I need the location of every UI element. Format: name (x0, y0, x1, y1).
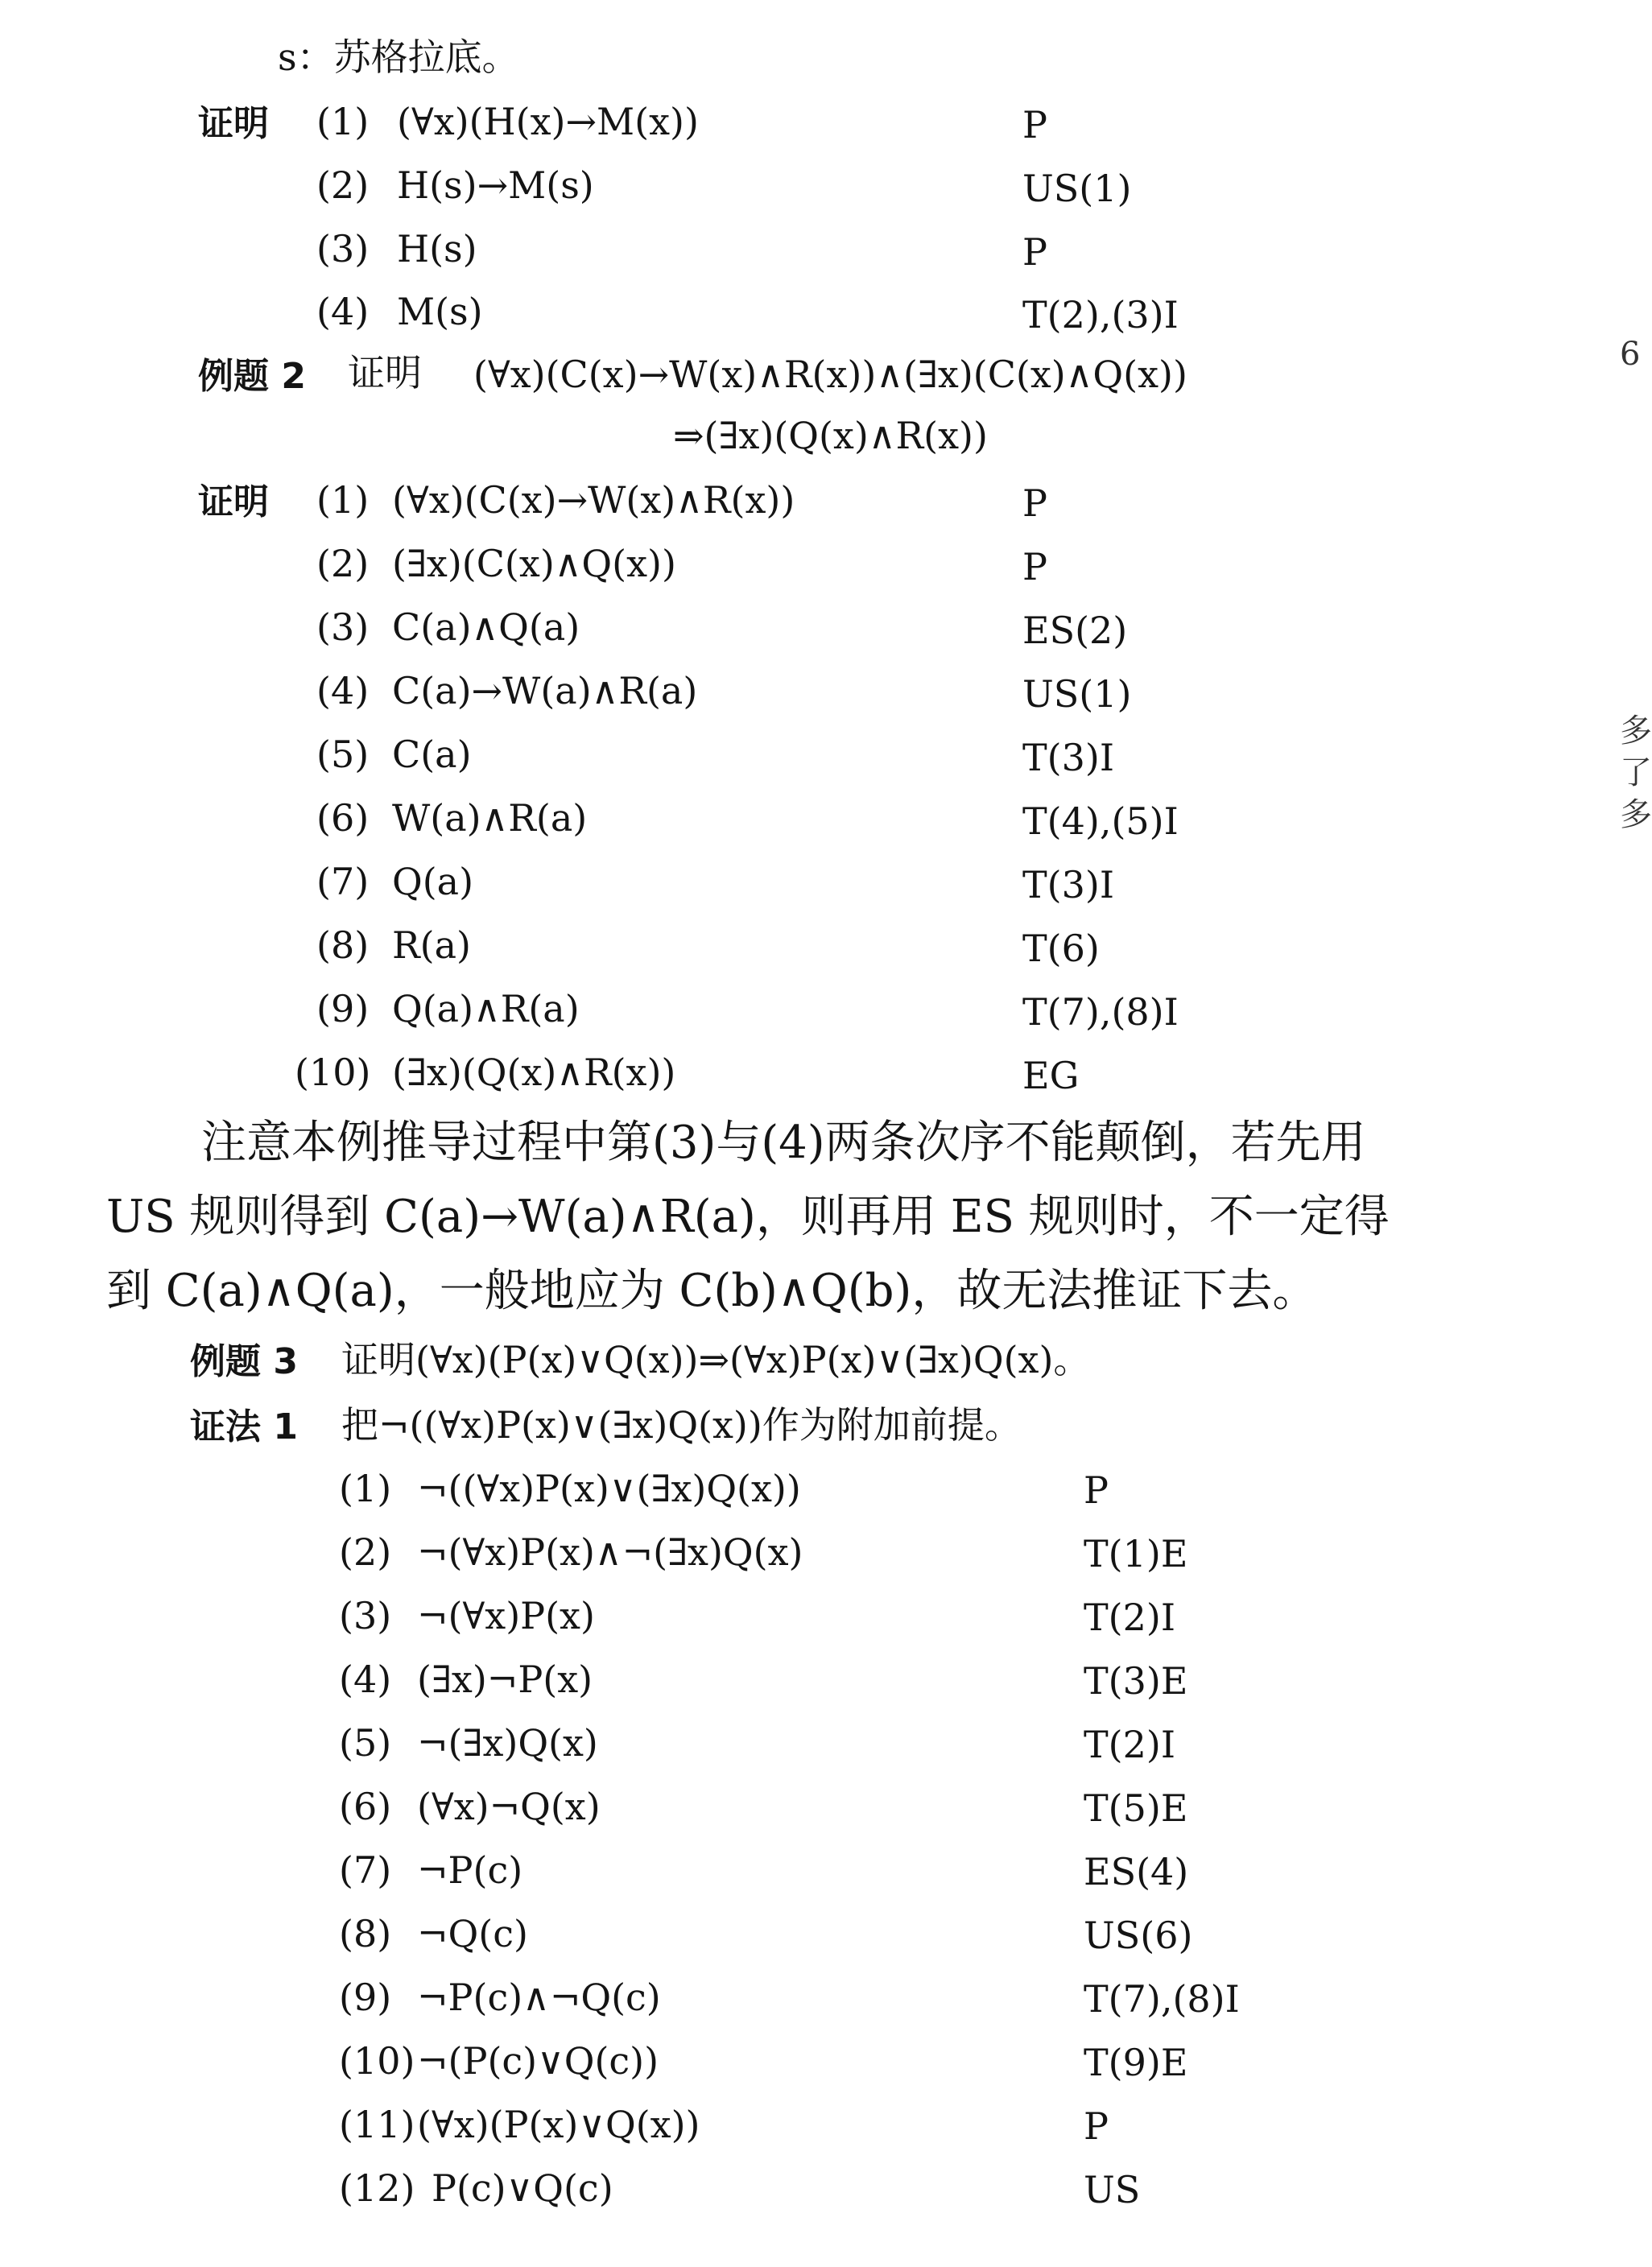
proof1-formula-3: H(s) (397, 227, 477, 270)
proof2-num-2: (2) (316, 542, 370, 585)
proof2-num-9: (9) (316, 987, 370, 1030)
proof2-rule-4: US(1) (1022, 672, 1132, 716)
proof1-num-4: (4) (316, 290, 370, 333)
proof1-rule-3: P (1022, 230, 1047, 274)
method1-num-1: (1) (339, 1467, 392, 1510)
method1-num-4: (4) (339, 1658, 392, 1701)
edge-mark-3: 了 (1620, 754, 1652, 791)
proof2-num-3: (3) (316, 605, 370, 649)
proof2-num-7: (7) (316, 860, 370, 903)
method1-text: 把¬((∀x)P(x)∨(∃x)Q(x))作为附加前提。 (341, 1403, 1022, 1447)
edge-mark-2: 多 (1620, 712, 1652, 749)
method1-rule-5: T(2)I (1084, 1723, 1176, 1766)
method1-num-2: (2) (339, 1530, 392, 1574)
proof1-num-2: (2) (316, 163, 370, 207)
example3-text: 证明(∀x)(P(x)∨Q(x))⇒(∀x)P(x)∨(∃x)Q(x)。 (341, 1338, 1091, 1381)
method1-formula-11: (∀x)(P(x)∨Q(x)) (417, 2103, 700, 2146)
proof2-formula-6: W(a)∧R(a) (392, 796, 588, 840)
proof2-num-6: (6) (316, 796, 370, 840)
method1-formula-12: P(c)∨Q(c) (432, 2166, 613, 2210)
method1-formula-6: (∀x)¬Q(x) (417, 1785, 601, 1828)
top-line: s：苏格拉底。 (278, 35, 519, 79)
note-line-1: 注意本例推导过程中第(3)与(4)两条次序不能颠倒，若先用 (201, 1117, 1366, 1169)
proof2-formula-2: (∃x)(C(x)∧Q(x)) (392, 542, 676, 585)
proof1-rule-1: P (1022, 103, 1047, 147)
method1-num-5: (5) (339, 1721, 392, 1765)
proof2-formula-7: Q(a) (392, 860, 474, 903)
method1-formula-4: (∃x)¬P(x) (417, 1658, 593, 1701)
method1-rule-6: T(5)E (1084, 1786, 1188, 1830)
proof2-formula-9: Q(a)∧R(a) (392, 987, 580, 1030)
method1-formula-1: ¬((∀x)P(x)∨(∃x)Q(x)) (417, 1467, 801, 1510)
method1-rule-11: P (1084, 2104, 1109, 2148)
method1-num-9: (9) (339, 1976, 392, 2019)
example2-formula-line2: ⇒(∃x)(Q(x)∧R(x)) (673, 414, 988, 457)
proof1-formula-1: (∀x)(H(x)→M(x)) (397, 100, 699, 143)
method1-formula-5: ¬(∃x)Q(x) (417, 1721, 598, 1765)
example3-label: 例题 3 (190, 1341, 298, 1382)
method1-num-7: (7) (339, 1848, 392, 1892)
method1-rule-4: T(3)E (1084, 1659, 1188, 1703)
method1-rule-12: US (1084, 2168, 1141, 2211)
method1-rule-8: US(6) (1084, 1914, 1193, 1957)
proof1-num-3: (3) (316, 227, 370, 270)
proof2-num-10: (10) (295, 1051, 371, 1094)
proof2-formula-1: (∀x)(C(x)→W(x)∧R(x)) (392, 478, 795, 522)
method1-rule-3: T(2)I (1084, 1596, 1176, 1639)
proof2-rule-6: T(4),(5)I (1022, 799, 1179, 843)
proof2-rule-2: P (1022, 545, 1047, 588)
method1-formula-10: ¬(P(c)∨Q(c)) (417, 2039, 659, 2083)
method1-num-11: (11) (339, 2103, 415, 2146)
method1-num-6: (6) (339, 1785, 392, 1828)
proof2-num-4: (4) (316, 669, 370, 712)
method1-rule-7: ES(4) (1084, 1850, 1189, 1893)
method1-formula-8: ¬Q(c) (417, 1912, 528, 1955)
proof2-rule-10: EG (1022, 1054, 1080, 1097)
proof2-formula-3: C(a)∧Q(a) (392, 605, 580, 649)
proof2-label: 证明 (198, 481, 269, 522)
edge-mark-4: 多 (1620, 796, 1652, 833)
note-line-2: US 规则得到 C(a)→W(a)∧R(a)，则再用 ES 规则时，不一定得 (106, 1191, 1390, 1243)
note-line-3: 到 C(a)∧Q(a)，一般地应为 C(b)∧Q(b)，故无法推证下去。 (106, 1265, 1318, 1317)
method1-rule-1: P (1084, 1468, 1109, 1512)
proof2-rule-3: ES(2) (1022, 609, 1128, 652)
proof2-formula-5: C(a) (392, 733, 472, 776)
method1-formula-7: ¬P(c) (417, 1848, 523, 1892)
proof1-label: 证明 (198, 103, 269, 144)
proof2-rule-5: T(3)I (1022, 736, 1115, 779)
proof2-rule-1: P (1022, 481, 1047, 525)
method1-rule-9: T(7),(8)I (1084, 1977, 1240, 2021)
method1-label: 证法 1 (190, 1406, 298, 1447)
edge-mark-1: 6 (1620, 336, 1641, 373)
method1-rule-10: T(9)E (1084, 2041, 1188, 2084)
method1-formula-3: ¬(∀x)P(x) (417, 1594, 595, 1637)
proof2-formula-10: (∃x)(Q(x)∧R(x)) (392, 1051, 676, 1094)
method1-num-8: (8) (339, 1912, 392, 1955)
method1-num-12: (12) (339, 2166, 415, 2210)
proof2-formula-8: R(a) (392, 923, 471, 967)
example2-formula-line1: (∀x)(C(x)→W(x)∧R(x))∧(∃x)(C(x)∧Q(x)) (473, 353, 1187, 396)
example2-prove-word: 证明 (348, 351, 422, 394)
proof1-formula-4: M(s) (397, 290, 483, 333)
proof2-rule-9: T(7),(8)I (1022, 990, 1179, 1034)
method1-num-3: (3) (339, 1594, 392, 1637)
proof2-formula-4: C(a)→W(a)∧R(a) (392, 669, 698, 712)
proof1-rule-4: T(2),(3)I (1022, 293, 1179, 337)
method1-num-10: (10) (339, 2039, 415, 2083)
method1-rule-2: T(1)E (1084, 1532, 1188, 1575)
method1-formula-2: ¬(∀x)P(x)∧¬(∃x)Q(x) (417, 1530, 803, 1574)
proof1-num-1: (1) (316, 100, 370, 143)
proof2-num-1: (1) (316, 478, 370, 522)
proof2-rule-8: T(6) (1022, 927, 1100, 970)
example2-label: 例题 2 (198, 356, 306, 397)
proof2-num-8: (8) (316, 923, 370, 967)
proof2-num-5: (5) (316, 733, 370, 776)
proof2-rule-7: T(3)I (1022, 863, 1115, 906)
proof1-rule-2: US(1) (1022, 167, 1132, 210)
proof1-formula-2: H(s)→M(s) (397, 163, 594, 207)
method1-formula-9: ¬P(c)∧¬Q(c) (417, 1976, 661, 2019)
